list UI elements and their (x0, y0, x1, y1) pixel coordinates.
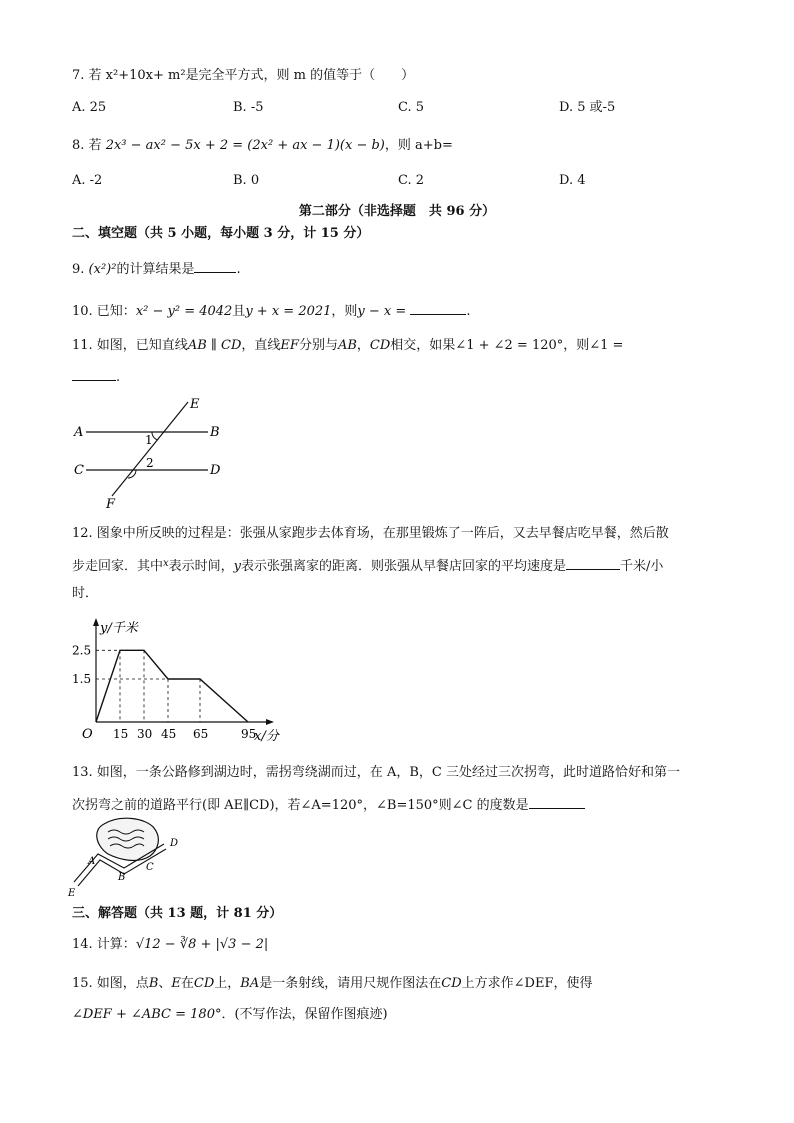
q10-expr-3: y − x = (357, 304, 407, 319)
q15-text-a: 15. 如图，点 (72, 976, 149, 991)
q12-x: x (163, 558, 169, 569)
q8-option-c: C. 2 (398, 173, 425, 188)
q15-e: E (171, 976, 181, 991)
q12-answer-blank[interactable] (566, 555, 620, 570)
x-tick-label: 15 (113, 727, 129, 741)
label-angle-2: 2 (146, 456, 154, 470)
question-15-line-2 (72, 1006, 388, 1024)
q15-ba: BA (240, 976, 260, 991)
q11-text-b: ，直线 (241, 338, 281, 353)
q11-text-d: ， (356, 338, 370, 353)
q9-text: 的计算结果是 (116, 262, 195, 277)
question-12-line-2 (72, 555, 663, 576)
q15-cd-2: CD (441, 976, 462, 991)
q11-cd: CD (369, 338, 391, 353)
question-11 (72, 337, 623, 355)
question-7 (72, 67, 414, 85)
q15-text-b: 在 (180, 976, 194, 991)
q11-answer-blank[interactable] (72, 366, 116, 381)
angle-1-arc (152, 432, 158, 440)
question-14 (72, 936, 268, 954)
section-2-title: 二、填空题（共 5 小题，每小题 3 分，计 15 分） (72, 226, 370, 241)
label-d: D (210, 463, 221, 478)
x-tick-label: 65 (193, 727, 209, 741)
question-11-line-2 (72, 366, 120, 387)
label-e: E (190, 397, 200, 412)
q12-y: y (233, 559, 242, 574)
q10-end: . (466, 304, 471, 319)
q15-note: ．(不写作法，保留作图痕迹) (221, 1007, 388, 1022)
q7-option-a: A. 25 (72, 100, 107, 115)
q12-text-c: 表示张强离家的距离．则张强从早餐店回家的平均速度是 (241, 559, 567, 574)
q12-distance-time-chart (70, 612, 290, 746)
q9-number: 9. (72, 262, 85, 277)
question-8 (72, 137, 453, 155)
q10-mid-2: ，则 (331, 304, 358, 319)
q15-b: B (148, 976, 159, 991)
x-axis-arrow (266, 719, 274, 725)
q15-text-c: 上， (214, 976, 241, 991)
label-c: C (74, 463, 84, 478)
q13-lake-figure (66, 816, 188, 900)
question-10 (72, 300, 471, 321)
q12-text-b: 表示时间， (168, 559, 234, 574)
q11-text-e: 相交，如果∠1 + ∠2 = 120°，则∠1 = (390, 338, 624, 353)
q11-end: . (116, 370, 121, 385)
label-b: B (210, 425, 220, 440)
q10-expr-2: y + x = 2021 (245, 304, 332, 319)
q10-mid: 且 (232, 304, 246, 319)
q11-text-c: 分别与 (298, 338, 338, 353)
section-3-title: 三、解答题（共 13 题，计 81 分） (72, 906, 283, 921)
x-tick-label: 95 (241, 727, 257, 741)
y-axis-label: y/千米 (100, 621, 138, 636)
q15-cd: CD (193, 976, 215, 991)
question-12-line-3: 时． (72, 586, 99, 601)
q13-answer-blank[interactable] (529, 794, 585, 809)
q8-prefix: 8. 若 (72, 138, 102, 153)
q7-option-b: B. -5 (233, 100, 264, 115)
x-tick-label: 45 (161, 727, 177, 741)
q11-ab: AB (337, 338, 357, 353)
q7-option-c: C. 5 (398, 100, 425, 115)
y-tick-label: 1.5 (72, 672, 92, 686)
q10-number: 10. 已知： (72, 304, 136, 319)
q7-option-d: D. 5 或-5 (559, 100, 616, 115)
line-ef (112, 402, 188, 496)
label-e: E (68, 888, 76, 899)
q9-end: . (236, 262, 241, 277)
q9-answer-blank[interactable] (194, 258, 236, 273)
q8-option-a: A. -2 (72, 173, 103, 188)
distance-series-line (96, 650, 248, 722)
y-tick-label: 2.5 (72, 643, 92, 658)
origin-label: O (82, 727, 93, 742)
q15-text-e: 上方求作∠DEF，使得 (461, 976, 593, 991)
q15-text-d: 是一条射线，请用尺规作图法在 (259, 976, 442, 991)
part-2-title: 第二部分（非选择题 共 96 分） (298, 204, 496, 219)
q12-text-a: 步走回家．其中 (72, 559, 164, 574)
x-tick-label: 30 (137, 727, 153, 741)
q8-option-d: D. 4 (559, 173, 586, 188)
question-13-line-2 (72, 794, 585, 815)
lake-shape (97, 818, 159, 860)
label-b: B (118, 872, 126, 883)
q8-suffix: ，则 a+b= (384, 138, 453, 153)
q11-figure (70, 394, 240, 512)
question-13-line-1: 13. 如图，一条公路修到湖边时，需拐弯绕湖而过，在 A，B，C 三处经过三次拐弯，此时道路恰好和第一 (72, 765, 680, 780)
y-axis-arrow (93, 618, 99, 626)
label-d: D (170, 838, 179, 849)
q8-expression: 2x³ − ax² − 5x + 2 = (2x² + ax − 1)(x − b) (105, 138, 385, 153)
q11-ab-cd: AB ∥ CD (187, 338, 242, 353)
question-9 (72, 258, 241, 279)
q14-text: 14. 计算： (72, 937, 136, 952)
label-c: C (146, 862, 154, 873)
q15-expression: ∠DEF + ∠ABC = 180° (72, 1007, 222, 1022)
x-axis-label: x/分 (254, 729, 279, 744)
q9-expression: (x²)² (88, 262, 117, 277)
q13-text: 次拐弯之前的道路平行(即 AE∥CD)，若∠A=120°，∠B=150°则∠C 的度数是 (72, 798, 529, 813)
label-a: A (88, 856, 96, 867)
label-a: A (74, 425, 84, 440)
label-f: F (106, 497, 116, 512)
q8-option-b: B. 0 (233, 173, 260, 188)
q11-text-a: 11. 如图，已知直线 (72, 338, 188, 353)
question-7-text: 7. 若 x²+10x+ m²是完全平方式，则 m 的值等于（ ） (72, 68, 415, 83)
q11-ef: EF (280, 338, 299, 353)
q15-sep: 、 (158, 976, 172, 991)
label-angle-1: 1 (145, 433, 153, 447)
question-12-line-1: 12. 图象中所反映的过程是：张强从家跑步去体育场，在那里锻炼了一阵后，又去早餐店吃早餐，然后散 (72, 526, 669, 541)
q10-answer-blank[interactable] (410, 300, 466, 315)
q12-text-d: 千米/小 (620, 559, 664, 574)
q10-expr-1: x² − y² = 4042 (135, 304, 233, 319)
q14-expression: √12 − ∛8 + |√3 − 2| (135, 937, 269, 952)
question-15-line-1 (72, 975, 592, 993)
